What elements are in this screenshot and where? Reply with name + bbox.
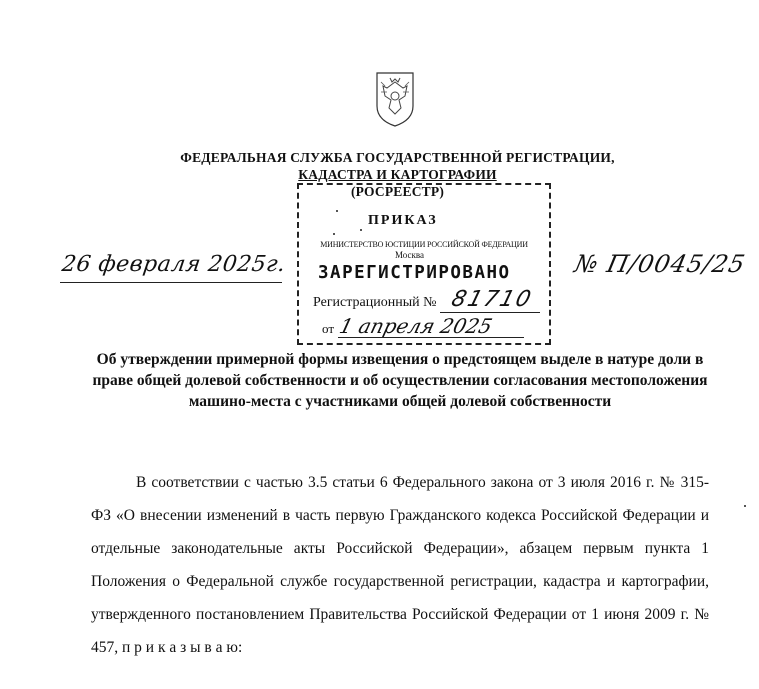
document-title: Об утверждении примерной формы извещения о предстоящем выделе в натуре доли в праве общей долевой собственности и об осуществлении согласования местоположения машино-места с участниками общей долевой собственности bbox=[92, 351, 708, 410]
scan-speck bbox=[336, 210, 338, 212]
scan-speck bbox=[360, 229, 362, 231]
order-date-underline bbox=[60, 282, 282, 283]
stamp-from-label: от bbox=[322, 321, 335, 336]
stamp-reg-date: 1 апреля 2025 bbox=[337, 314, 495, 338]
stamp-registered: ЗАРЕГИСТРИРОВАНО bbox=[318, 263, 511, 283]
order-number: № П/0045/25 bbox=[572, 250, 749, 278]
order-date: 26 февраля 2025г. bbox=[60, 252, 288, 277]
stamp-ministry: МИНИСТЕРСТВО ЮСТИЦИИ РОССИЙСКОЙ ФЕДЕРАЦИИ bbox=[320, 240, 528, 249]
stamp-reg-number-underline bbox=[440, 312, 540, 313]
agency-name-line2: КАДАСТРА И КАРТОГРАФИИ bbox=[298, 167, 497, 182]
agency-abbreviation: (РОСРЕЕСТР) bbox=[350, 184, 445, 199]
document-body: В соответствии с частью 3.5 статьи 6 Федерального закона от 3 июля 2016 г. № 315-ФЗ «О внесении изменений в часть первую Гражданского кодекса Российской Федерации и отдельные законодательные акты Российской Федерации», абзацем первым пункта 1 Положения о Федеральной службе государственной регистрации, кадастра и картографии, утвержденного постановлением Правительства Российской Федерации от 1 июня 2009 г. № 457, п р и к а з ы в а ю: bbox=[91, 474, 709, 656]
document-type: ПРИКАЗ bbox=[368, 213, 438, 228]
stamp-reg-number: 81710 bbox=[448, 287, 536, 312]
agency-name-line1: ФЕДЕРАЛЬНАЯ СЛУЖБА ГОСУДАРСТВЕННОЙ РЕГИСТРАЦИИ, bbox=[180, 150, 615, 165]
stamp-city: Москва bbox=[395, 250, 424, 260]
stamp-reg-label: Регистрационный № bbox=[313, 295, 437, 310]
coat-of-arms-icon bbox=[375, 70, 415, 128]
scan-speck bbox=[744, 505, 746, 507]
scan-speck bbox=[333, 233, 335, 235]
stamp-reg-date-underline bbox=[338, 337, 524, 338]
